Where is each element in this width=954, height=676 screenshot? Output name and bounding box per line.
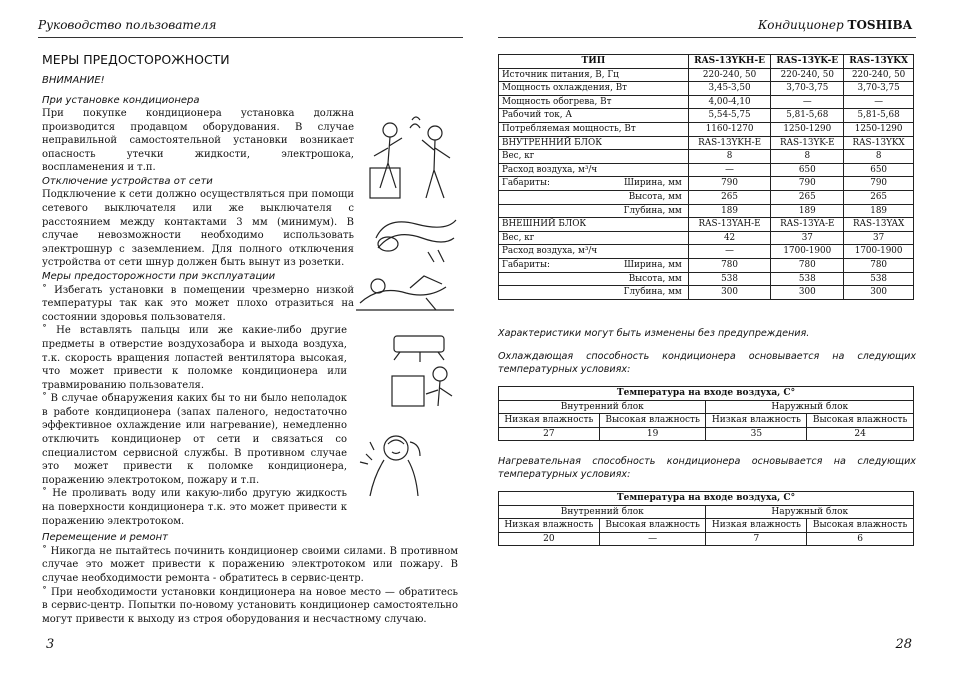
spec-row-label: Мощность охлаждения, Вт bbox=[499, 82, 689, 96]
spec-cell: 189 bbox=[771, 204, 844, 218]
spec-row-group-label bbox=[499, 190, 584, 204]
spec-row bbox=[499, 109, 914, 123]
spec-row-label: Источник питания, В, Гц bbox=[499, 68, 689, 82]
note-specs-change: Характеристики могут быть изменены без предупреждения. bbox=[498, 328, 810, 339]
heating-outdoor-header: Наружный блок bbox=[706, 505, 914, 519]
section-title-repair: Перемещение и ремонт bbox=[42, 532, 169, 544]
illustration-phone-call bbox=[348, 430, 438, 500]
spec-cell: — bbox=[688, 245, 771, 259]
spec-cell: — bbox=[688, 163, 771, 177]
cooling-value-1: 27 bbox=[499, 427, 600, 441]
spec-row-label: ВНУТРЕННИЙ БЛОК bbox=[499, 136, 689, 150]
spec-row-sub-label: Глубина, мм bbox=[583, 286, 688, 300]
section-text-disconnect: Подключение к сети должно осуществляться при помощи сетевого выключателя или же выключателя с расстоянием между контактами 3 мм (минимум). В случае невозможности необходимо использовать электрошнур с заземлением. Для полного отключения устройства от сети шнур должен быть вынут из розетки. bbox=[42, 189, 354, 269]
spec-row-group-label bbox=[499, 204, 584, 218]
section-title-installation: При установке кондиционера bbox=[42, 94, 200, 106]
spec-cell: — bbox=[771, 95, 844, 109]
page-title: МЕРЫ ПРЕДОСТОРОЖНОСТИ bbox=[42, 52, 230, 67]
spec-cell: 189 bbox=[844, 204, 914, 218]
cooling-indoor-high: Высокая влажность bbox=[599, 414, 706, 428]
spec-row-label: Вес, кг bbox=[499, 231, 689, 245]
cooling-table-title: Температура на входе воздуха, C° bbox=[499, 387, 914, 401]
spec-header-type: ТИП bbox=[499, 55, 689, 69]
spec-cell: RAS-13YKH-E bbox=[688, 136, 771, 150]
heating-outdoor-low: Низкая влажность bbox=[706, 519, 807, 533]
section-title-disconnect: Отключение устройства от сети bbox=[42, 175, 213, 187]
spec-cell: 5,81-5,68 bbox=[771, 109, 844, 123]
page-number-right: 28 bbox=[895, 637, 912, 652]
spec-row-sub-label: Высота, мм bbox=[583, 272, 688, 286]
cooling-value-2: 19 bbox=[599, 427, 706, 441]
spec-row bbox=[499, 136, 914, 150]
heating-indoor-low: Низкая влажность bbox=[499, 519, 600, 533]
operation-bullet-3: ˚ В случае обнаружения каких бы то ни было неполадок в работе кондиционера (запах паленого, недостаточно эффективное охлаждение или нагревание), немедленно отключить кондиционер от сети и связаться со специалистом сервисной службы. В противном случае это может привести к поломке кондиционера, поражению электротоком, пожару и т.п. bbox=[42, 393, 347, 486]
spec-row bbox=[499, 286, 914, 300]
spec-header-model-1: RAS-13YKH-E bbox=[688, 55, 771, 69]
spec-row bbox=[499, 204, 914, 218]
attention-label: ВНИМАНИЕ! bbox=[42, 75, 105, 86]
spec-cell: 8 bbox=[844, 150, 914, 164]
spec-cell: 790 bbox=[771, 177, 844, 191]
spec-row bbox=[499, 272, 914, 286]
spec-cell: 1700-1900 bbox=[771, 245, 844, 259]
spec-cell: 5,81-5,68 bbox=[844, 109, 914, 123]
spec-cell: 790 bbox=[688, 177, 771, 191]
spec-cell: 300 bbox=[688, 286, 771, 300]
header-rule-left bbox=[38, 37, 463, 38]
cooling-indoor-low: Низкая влажность bbox=[499, 414, 600, 428]
cooling-outdoor-low: Низкая влажность bbox=[706, 414, 807, 428]
cooling-conditions-table bbox=[498, 386, 914, 441]
spec-row bbox=[499, 122, 914, 136]
spec-row-group-label bbox=[499, 286, 584, 300]
heating-table-title: Температура на входе воздуха, C° bbox=[499, 492, 914, 506]
spec-cell: 189 bbox=[688, 204, 771, 218]
spec-cell: 265 bbox=[844, 190, 914, 204]
spec-row-label: ВНЕШНИЙ БЛОК bbox=[499, 218, 689, 232]
spec-cell: RAS-13YA-E bbox=[771, 218, 844, 232]
operation-bullet-1: ˚ Избегать установки в помещении чрезмерно низкой температуры так как это может плохо отразиться на состоянии здоровья пользователя. bbox=[42, 284, 354, 323]
spec-row-label: Рабочий ток, А bbox=[499, 109, 689, 123]
spec-row-group-label: Габариты: bbox=[499, 177, 584, 191]
header-brand: TOSHIBA bbox=[847, 18, 912, 32]
spec-cell: 4,00-4,10 bbox=[688, 95, 771, 109]
spec-cell: 42 bbox=[688, 231, 771, 245]
spec-row-label: Расход воздуха, м³/ч bbox=[499, 163, 689, 177]
heating-outdoor-high: Высокая влажность bbox=[807, 519, 914, 533]
repair-bullet-1: ˚ Никогда не пытайтесь починить кондиционер своими силами. В противном случае это может привести к поражению электротоком или пожару. В случае необходимости ремонта - обратитесь в сервис-центр. bbox=[42, 545, 458, 584]
heating-value-1: 20 bbox=[499, 532, 600, 546]
spec-row-sub-label: Ширина, мм bbox=[583, 177, 688, 191]
operation-bullet-4: ˚ Не проливать воду или какую-либо другую жидкость на поверхности кондиционера т.к. это может привести к поражению электротоком. bbox=[42, 488, 347, 527]
spec-cell: 1700-1900 bbox=[844, 245, 914, 259]
spec-cell: RAS-13YKX bbox=[844, 136, 914, 150]
section-title-operation: Меры предосторожности при эксплуатации bbox=[42, 271, 276, 283]
spec-cell: 780 bbox=[771, 258, 844, 272]
spec-cell: 1250-1290 bbox=[771, 122, 844, 136]
spec-cell: RAS-13YAX bbox=[844, 218, 914, 232]
spec-header-model-2: RAS-13YK-E bbox=[771, 55, 844, 69]
spec-cell: 265 bbox=[771, 190, 844, 204]
spec-cell: 1160-1270 bbox=[688, 122, 771, 136]
spec-cell: 8 bbox=[688, 150, 771, 164]
spec-cell: RAS-13YAH-E bbox=[688, 218, 771, 232]
heating-value-4: 6 bbox=[807, 532, 914, 546]
spec-cell: 300 bbox=[844, 286, 914, 300]
note-cooling: Охлаждающая способность кондиционера основывается на следующих температурных условиях: bbox=[498, 351, 916, 375]
spec-row-group-label: Габариты: bbox=[499, 258, 584, 272]
cooling-value-4: 24 bbox=[807, 427, 914, 441]
spec-cell: — bbox=[844, 95, 914, 109]
heating-value-2: — bbox=[599, 532, 706, 546]
heating-indoor-high: Высокая влажность bbox=[599, 519, 706, 533]
spec-cell: 220-240, 50 bbox=[771, 68, 844, 82]
spec-table bbox=[498, 54, 914, 300]
spec-cell: 37 bbox=[771, 231, 844, 245]
spec-row bbox=[499, 190, 914, 204]
spec-row-label: Расход воздуха, м³/ч bbox=[499, 245, 689, 259]
spec-cell: 37 bbox=[844, 231, 914, 245]
spec-cell: 3,45-3,50 bbox=[688, 82, 771, 96]
spec-cell: 8 bbox=[771, 150, 844, 164]
section-text-installation: При покупке кондиционера установка должна производится продавцом оборудования. В случае неправильной самостоятельной установки возникает опасность утечки жидкости, электрошока, воспламенения и т.п. bbox=[42, 108, 354, 174]
spec-cell: 538 bbox=[771, 272, 844, 286]
cooling-indoor-header: Внутренний блок bbox=[499, 400, 706, 414]
spec-cell: 538 bbox=[688, 272, 771, 286]
cooling-value-3: 35 bbox=[706, 427, 807, 441]
spec-cell: 220-240, 50 bbox=[688, 68, 771, 82]
spec-row bbox=[499, 177, 914, 191]
spec-cell: 220-240, 50 bbox=[844, 68, 914, 82]
spec-row-label: Потребляемая мощность, Вт bbox=[499, 122, 689, 136]
illustration-installer bbox=[360, 108, 465, 203]
spec-cell: 1250-1290 bbox=[844, 122, 914, 136]
spec-row bbox=[499, 163, 914, 177]
spec-row-sub-label: Ширина, мм bbox=[583, 258, 688, 272]
repair-bullet-2: ˚ При необходимости установки кондиционера на новое место — обратитесь в сервис-центр. Попытки по-новому установить кондиционер самостоятельно могут привести к выходу из строя оборудования и несчастному случаю. bbox=[42, 586, 458, 625]
spec-row bbox=[499, 231, 914, 245]
note-heating: Нагревательная способность кондиционера основывается на следующих температурных условиях: bbox=[498, 456, 916, 480]
spec-cell: 3,70-3,75 bbox=[771, 82, 844, 96]
spec-row bbox=[499, 245, 914, 259]
spec-row-group-label bbox=[499, 272, 584, 286]
spec-header-model-3: RAS-13YKX bbox=[844, 55, 914, 69]
heating-conditions-table bbox=[498, 491, 914, 546]
spec-cell: 650 bbox=[844, 163, 914, 177]
illustration-fan-danger bbox=[380, 330, 460, 420]
spec-header-row bbox=[499, 55, 914, 69]
illustration-cold-room bbox=[350, 258, 460, 318]
spec-cell: 790 bbox=[844, 177, 914, 191]
spec-cell: 265 bbox=[688, 190, 771, 204]
page-number-left: 3 bbox=[46, 637, 55, 652]
spec-row-sub-label: Глубина, мм bbox=[583, 204, 688, 218]
spec-cell: RAS-13YK-E bbox=[771, 136, 844, 150]
spec-row bbox=[499, 95, 914, 109]
spec-row bbox=[499, 150, 914, 164]
spec-cell: 300 bbox=[771, 286, 844, 300]
spec-cell: 3,70-3,75 bbox=[844, 82, 914, 96]
spec-row-sub-label: Высота, мм bbox=[583, 190, 688, 204]
heating-value-3: 7 bbox=[706, 532, 807, 546]
header-left: Руководство пользователя bbox=[38, 18, 217, 32]
heating-indoor-header: Внутренний блок bbox=[499, 505, 706, 519]
spec-cell: 780 bbox=[688, 258, 771, 272]
operation-bullet-2: ˚ Не вставлять пальцы или же какие-либо другие предметы в отверстие воздухозабора и выхода воздуха, т.к. скорость вращения лопастей вентилятора высокая, что может привести к поломке кондиционера или травмированию пользователя. bbox=[42, 325, 347, 391]
spec-cell: 780 bbox=[844, 258, 914, 272]
spec-row-label: Мощность обогрева, Вт bbox=[499, 95, 689, 109]
header-right bbox=[758, 18, 912, 32]
cooling-outdoor-high: Высокая влажность bbox=[807, 414, 914, 428]
spec-row-label: Вес, кг bbox=[499, 150, 689, 164]
cooling-outdoor-header: Наружный блок bbox=[706, 400, 914, 414]
spec-row bbox=[499, 218, 914, 232]
header-right-prefix: Кондиционер bbox=[757, 18, 844, 32]
spec-row bbox=[499, 82, 914, 96]
spec-cell: 5,54-5,75 bbox=[688, 109, 771, 123]
spec-row bbox=[499, 68, 914, 82]
spec-row bbox=[499, 258, 914, 272]
header-rule-right bbox=[498, 37, 916, 38]
spec-cell: 650 bbox=[771, 163, 844, 177]
spec-cell: 538 bbox=[844, 272, 914, 286]
